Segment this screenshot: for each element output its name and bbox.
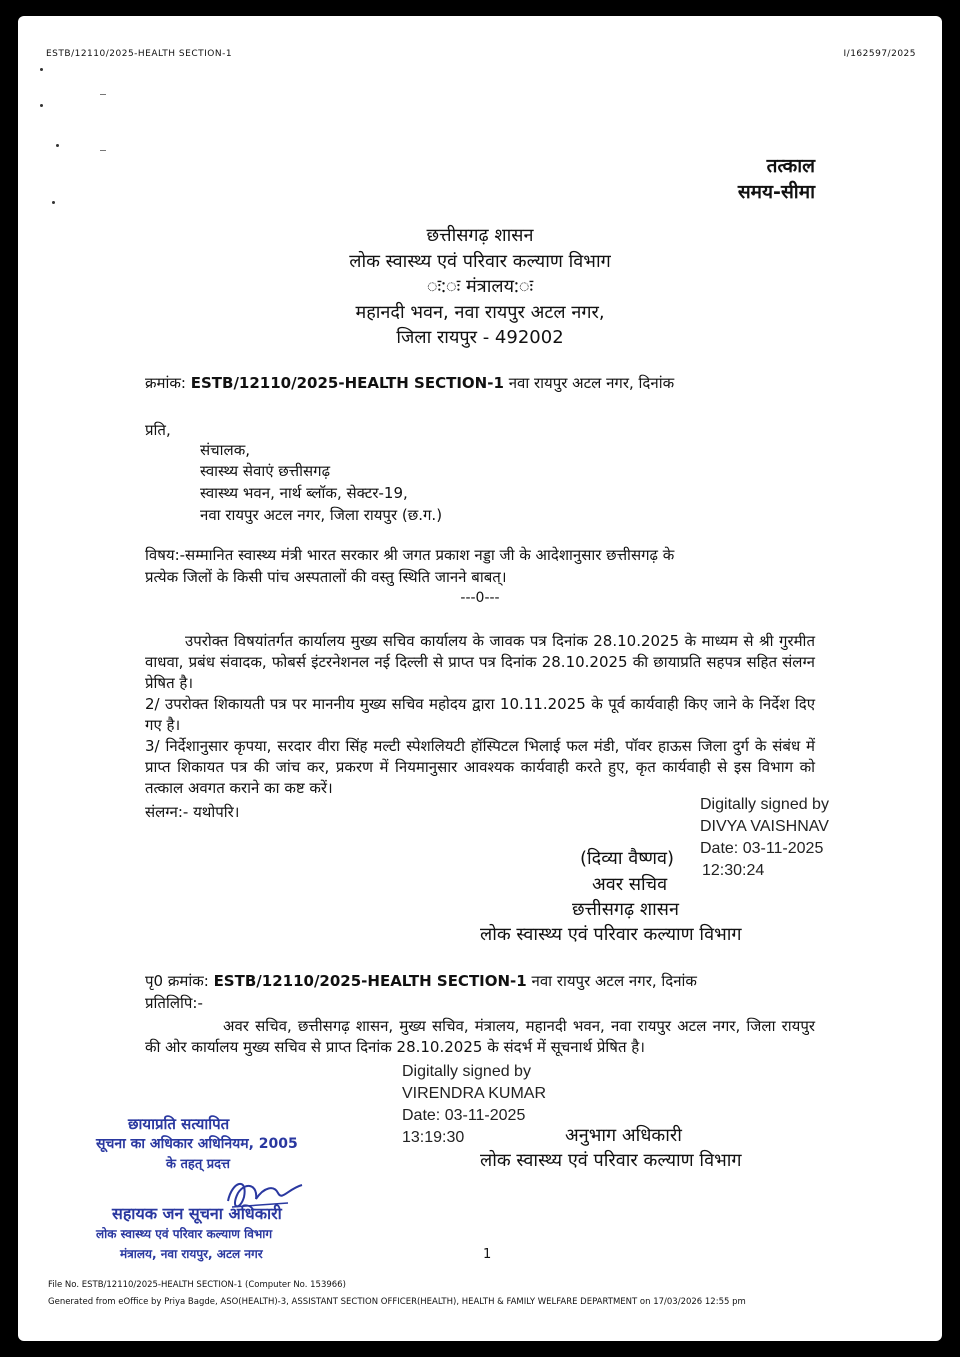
file-ref-right: I/162597/2025: [843, 49, 916, 59]
stamp-line-3: के तहत् प्रदत्त: [166, 1157, 231, 1172]
letterhead-district: जिला रायपुर - 492002: [396, 327, 564, 348]
body-paragraph-2: 2/ उपरोक्त शिकायती पत्र पर माननीय मुख्य सचिव महोदय द्वारा 10.11.2025 के पूर्व कार्यवाही किए जाने के निर्देश दिए गए है।: [145, 695, 815, 734]
ref-prefix: क्रमांक:: [145, 374, 186, 392]
margin-dot: [40, 104, 43, 107]
signatory-designation: अवर सचिव: [592, 874, 668, 895]
margin-dot: [56, 144, 59, 147]
addressee-line-3: स्वास्थ्य भवन, नार्थ ब्लॉक, सेक्टर-19,: [200, 484, 408, 502]
endorsement-number: ESTB/12110/2025-HEALTH SECTION-1: [213, 972, 527, 990]
to-label: प्रति,: [145, 421, 171, 439]
ref-line: [145, 373, 674, 393]
signatory-name: (दिव्या वैष्णव): [580, 848, 675, 869]
endorsement-prefix: पृ0 क्रमांक:: [145, 972, 209, 990]
subject-line-1: विषय:-सम्मानित स्वास्थ्य मंत्री भारत सरकार श्री जगत प्रकाश नड्डा जी के आदेशानुसार छत्तीसगढ़ के: [145, 546, 675, 564]
endorsement-ref-line: [145, 971, 697, 991]
letterhead-govt: छत्तीसगढ़ शासन: [426, 225, 534, 246]
letterhead-address: महानदी भवन, नवा रायपुर अटल नगर,: [355, 302, 605, 323]
page-number: 1: [483, 1247, 492, 1262]
stamp-line-1: छायाप्रति सत्यापित: [128, 1115, 230, 1133]
addressee-line-1: संचालक,: [200, 441, 251, 459]
stamp-line-5: लोक स्वास्थ्य एवं परिवार कल्याण विभाग: [96, 1227, 273, 1241]
enclosure-note: संलग्न:- यथोपरि।: [145, 803, 240, 821]
margin-mark: [100, 94, 106, 95]
stamp-line-4: सहायक जन सूचना अधिकारी: [112, 1204, 282, 1223]
margin-mark: [100, 150, 106, 151]
footer-generated: Generated from eOffice by Priya Bagde, ASO(HEALTH)-3, ASSISTANT SECTION OFFICER(HEALTH), HEALTH & FAMILY WELFARE DEPARTMENT on 17/03/2026 12:55 pm: [48, 1297, 746, 1307]
ref-suffix: नवा रायपुर अटल नगर, दिनांक: [508, 374, 675, 392]
copy-to-label: प्रतिलिपि:-: [145, 994, 203, 1012]
document-page: [18, 16, 942, 1341]
priority-urgent: तत्काल: [766, 155, 815, 177]
signatory-dept: लोक स्वास्थ्य एवं परिवार कल्याण विभाग: [480, 924, 742, 945]
letterhead-ministry: ः:ः मंत्रालय:ः: [426, 276, 534, 297]
footer-file-no: File No. ESTB/12110/2025-HEALTH SECTION-1 (Computer No. 153966): [48, 1280, 346, 1290]
margin-dot: [40, 68, 43, 71]
copy-to-text: अवर सचिव, छत्तीसगढ़ शासन, मुख्य सचिव, मंत्रालय, महानदी भवन, नवा रायपुर अटल नगर, जिला रायपुर की ओर कार्यालय मुख्य सचिव से प्राप्त दिनांक 28.10.2025 के संदर्भ में सूचनार्थ प्रेषित है।: [145, 1017, 815, 1056]
priority-time-limit: समय-सीमा: [737, 181, 815, 203]
digital-signature-1: Digitally signed by DIVYA VAISHNAV Date: 03-11-2025 12:30:24: [700, 796, 829, 879]
subject-line-2: प्रत्येक जिलों के किसी पांच अस्पतालों की वस्तु स्थिति जानने बाबत्।: [145, 568, 507, 586]
file-ref-left: ESTB/12110/2025-HEALTH SECTION-1: [46, 49, 233, 59]
endorsement-suffix: नवा रायपुर अटल नगर, दिनांक: [531, 972, 697, 990]
body-paragraph-3: 3/ निर्देशानुसार कृपया, सरदार वीरा सिंह मल्टी स्पेशलियटी हॉस्पिटल भिलाई फल मंडी, पॉवर हाऊस जिला दुर्ग के संबंध में प्राप्त शिकायत पत्र की जांच कर, प्रकरण में नियमानुसार आवश्यक कार्यवाही करते हुए, कृत कार्यवाही से इस विभाग को तत्काल अवगत कराने का कष्ट करें।: [145, 737, 815, 797]
stamp-line-2: सूचना का अधिकार अधिनियम, 2005: [96, 1136, 298, 1152]
body-paragraph-1: उपरोक्त विषयांतर्गत कार्यालय मुख्य सचिव कार्यालय के जावक पत्र दिनांक 28.10.2025 के माध्यम से श्री गुरमीत वाधवा, प्रबंध संवादक, फोबर्स इंटरनेशनल नई दिल्ली से प्राप्त पत्र दिनांक 28.10.2025 की छायाप्रति सहपत्र सहित संलग्न प्रेषित है।: [145, 632, 815, 692]
section-officer-designation: अनुभाग अधिकारी: [565, 1125, 682, 1146]
addressee-line-4: नवा रायपुर अटल नगर, जिला रायपुर (छ.ग.): [200, 506, 443, 524]
digital-signature-2: Digitally signed by VIRENDRA KUMAR Date: 03-11-2025 13:19:30: [402, 1063, 547, 1146]
margin-dot: [52, 201, 55, 204]
subject-separator: ---0---: [460, 590, 500, 606]
ref-number: ESTB/12110/2025-HEALTH SECTION-1: [190, 374, 504, 392]
addressee-line-2: स्वास्थ्य सेवाएं छत्तीसगढ़: [200, 462, 331, 480]
letterhead-dept: लोक स्वास्थ्य एवं परिवार कल्याण विभाग: [349, 251, 611, 272]
signatory-org: छत्तीसगढ़ शासन: [572, 899, 679, 920]
section-officer-dept: लोक स्वास्थ्य एवं परिवार कल्याण विभाग: [480, 1150, 742, 1171]
stamp-line-6: मंत्रालय, नवा रायपुर, अटल नगर: [120, 1247, 263, 1261]
